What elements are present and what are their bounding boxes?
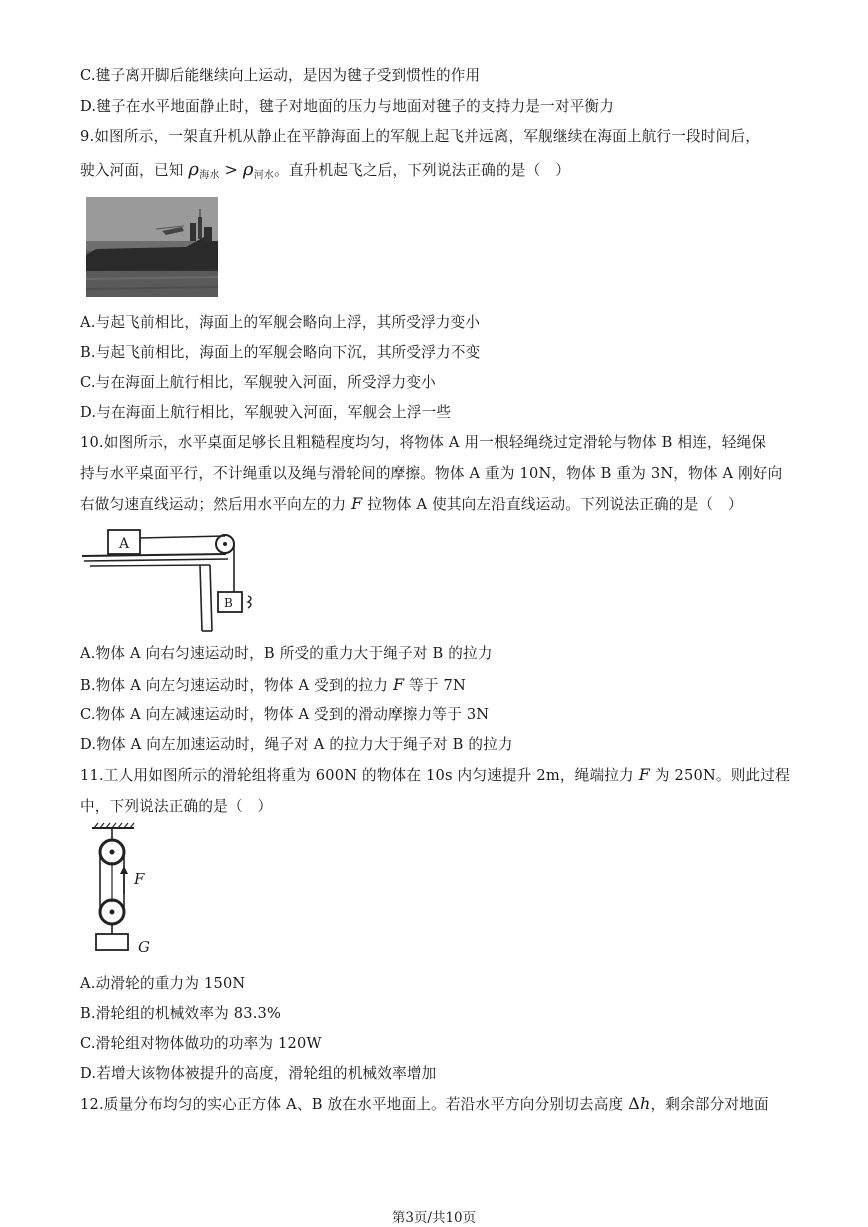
- block-a-label: A: [119, 536, 130, 552]
- q9-option-c: C.与在海面上航行相比，军舰驶入河面，所受浮力变小: [80, 374, 436, 391]
- q8-option-d: D.毽子在水平地面静止时，毽子对地面的压力与地面对毽子的支持力是一对平衡力: [80, 98, 615, 115]
- q11-stem-line1: [80, 765, 790, 786]
- q12-stem-text-b: ，剩余部分对地面: [650, 1096, 769, 1113]
- q10-stem-line1: 10.如图所示，水平桌面足够长且粗糙程度均匀，将物体 A 用一根轻绳绕过定滑轮与物体 B 相连，轻绳保: [80, 434, 767, 451]
- q11-stem-line2: 中，下列说法正确的是（ ）: [80, 798, 273, 815]
- q10-option-b-text-a: B.物体 A 向左匀速运动时，物体 A 受到的拉力: [80, 677, 389, 694]
- rho-symbol-2: ρ: [242, 159, 254, 180]
- rope-horizontal: [140, 536, 225, 538]
- pulley-axle: [223, 542, 227, 546]
- q10-option-b-text-b: 等于 7N: [409, 677, 466, 694]
- q8-option-c: C.毽子离开脚后能继续向上运动，是因为毽子受到惯性的作用: [80, 67, 481, 84]
- q10-stem-text-b: 拉物体 A 使其向左沿直线运动。下列说法正确的是（ ）: [367, 496, 743, 513]
- q9-option-b: B.与起飞前相比，海面上的军舰会略向下沉，其所受浮力不变: [80, 344, 481, 361]
- page-footer: 第3页/共10页: [391, 1210, 477, 1226]
- river-water-subscript: 河水: [253, 170, 275, 181]
- warship-photo-image: [86, 197, 218, 297]
- q12-stem-line1: [80, 1094, 769, 1115]
- q11-option-c: C.滑轮组对物体做功的功率为 120W: [80, 1035, 322, 1052]
- q9-stem-line2: [80, 160, 570, 186]
- q10-option-a: A.物体 A 向右匀速运动时，B 所受的重力大于绳子对 B 的拉力: [80, 645, 493, 662]
- q9-stem-text-a: 驶入河面，已知: [80, 162, 184, 179]
- table-leg: [200, 565, 212, 631]
- warship-photo: [86, 197, 218, 297]
- force-f-symbol: F: [351, 494, 363, 513]
- table-pulley-diagram: [80, 526, 270, 636]
- rho-symbol: ρ: [188, 159, 200, 180]
- scribble-mark: [248, 596, 251, 608]
- label-g: G: [138, 938, 150, 956]
- q11-option-b: B.滑轮组的机械效率为 83.3%: [80, 1005, 282, 1022]
- q12-stem-text-a: 12.质量分布均匀的实心正方体 A、B 放在水平地面上。若沿水平方向分别切去高度: [80, 1096, 624, 1113]
- table-top: [82, 554, 228, 566]
- q9-stem-line1: 9.如图所示，一架直升机从静止在平静海面上的军舰上起飞并远离，军舰继续在海面上航行一段时间后，: [80, 128, 761, 145]
- delta-symbol: Δ: [628, 1094, 640, 1113]
- label-f: F: [134, 870, 145, 888]
- sea-water-subscript: 海水: [199, 170, 220, 181]
- block-b-label: B: [224, 596, 233, 610]
- q10-stem-line2: 持与水平桌面平行，不计绳重以及绳与滑轮间的摩擦。物体 A 重为 10N，物体 B 重为 3N，物体 A 刚好向: [80, 465, 783, 482]
- q11-option-a: A.动滑轮的重力为 150N: [80, 975, 246, 992]
- pulley-system-diagram: [86, 822, 166, 962]
- q10-stem-text-a: 右做匀速直线运动；然后用水平向左的力: [80, 496, 347, 513]
- q9-stem-text-b: 。直升机起飞之后，下列说法正确的是（ ）: [274, 162, 570, 179]
- q10-option-b: [80, 675, 466, 696]
- weight-block: [96, 934, 128, 950]
- q10-option-c: C.物体 A 向左减速运动时，物体 A 受到的滑动摩擦力等于 3N: [80, 706, 490, 723]
- q9-option-a: A.与起飞前相比，海面上的军舰会略向上浮，其所受浮力变小: [80, 314, 481, 331]
- h-symbol: h: [639, 1094, 651, 1113]
- q10-option-d: D.物体 A 向左加速运动时，绳子对 A 的拉力大于绳子对 B 的拉力: [80, 736, 513, 753]
- q11-stem-text-b: 为 250N。则此过程: [654, 767, 790, 784]
- force-arrowhead: [120, 866, 128, 874]
- force-f-symbol-3: F: [638, 765, 650, 784]
- q11-option-d: D.若增大该物体被提升的高度，滑轮组的机械效率增加: [80, 1065, 437, 1082]
- greater-than-symbol: >: [224, 160, 239, 179]
- q11-stem-text-a: 11.工人用如图所示的滑轮组将重为 600N 的物体在 10s 内匀速提升 2m，绳端拉力: [80, 767, 634, 784]
- q10-stem-line3: [80, 494, 743, 515]
- q9-option-d: D.与在海面上航行相比，军舰驶入河面，军舰会上浮一些: [80, 404, 452, 421]
- force-f-symbol-2: F: [392, 675, 405, 694]
